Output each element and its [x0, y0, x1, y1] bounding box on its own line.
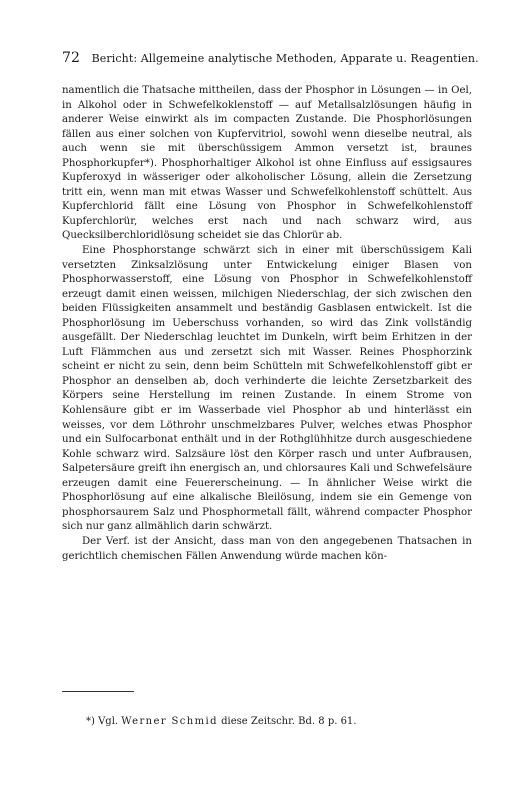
page-number: 72	[62, 50, 81, 66]
paragraph-2: Eine Phosphorstange schwärzt sich in einer mit überschüssigem Kali versetzten Zinksalzlösung unter Entwickelung einiger Blasen von Phosphorwasserstoff, eine Lösung von Phosphor in Schwefelkohlenstoff erzeugt damit einen weissen, milchigen Niederschlag, der sich zwischen den beiden Flüssigkeiten ansammelt und beständig Gasblasen entwickelt. Ist die Phosphorlösung im Ueberschuss vorhanden, so wird das Zink vollständig ausgefällt. Der Niederschlag leuchtet im Dunkeln, wirft beim Erhitzen in der Luft Flämmchen aus und zersetzt sich mit Wasser. Reines Phosphorzink scheint er nicht zu sein, denn beim Schütteln mit Schwefelkohlenstoff gibt er Phosphor an denselben ab, doch verhinderte die leichte Zersetzbarkeit des Körpers seine Herstellung im reinen Zustande. In einem Strome von Kohlensäure gibt er im Wasserbade viel Phosphor ab und hinterlässt ein weisses, vor dem Löthrohr unschmelzbares Pulver, welches etwas Phosphor und ein Sulfocarbonat enthält und in der Rothglühhitze durch ausgeschiedene Kohle schwarz wird. Salzsäure löst den Körper rasch und unter Aufbrausen, Salpetersäure greift ihn energisch an, und chlorsaures Kali und Schwefelsäure erzeugen damit eine Feuererscheinung. — In ähnlicher Weise wirkt die Phosphorlösung auf eine alkalische Bleilösung, indem sie ein Gemenge von phosphorsaurem Salz und Phosphormetall fällt, während compacter Phosphor sich nur ganz allmählich darin schwärzt.	[62, 245, 472, 533]
paragraph-1: namentlich die Thatsache mittheilen, dass der Phosphor in Lösungen — in Oel, in Alkohol oder in Schwefelkoklenstoff — auf Metallsalzlösungen häufig in anderer Weise einwirkt als im compacten Zustande. Die Phosphorlösungen fällen aus einer solchen von Kupfervitriol, sowohl wenn dieselbe neutral, als auch wenn sie mit überschüssigem Ammon versetzt ist, braunes Phosphorkupfer*). Phosphorhaltiger Alkohol ist ohne Einfluss auf essigsaures Kupferoxyd in wässeriger oder alkoholischer Lösung, allein die Zersetzung tritt ein, wenn man mit etwas Wasser und Schwefelkohlenstoff schüttelt. Aus Kupferchlorid fällt eine Lösung von Phosphor in Schwefelkohlenstoff Kupferchlorür, welches erst nach und nach schwarz wird, aus Quecksilberchloridlösung scheidet sie das Chlorür ab.	[62, 85, 472, 242]
body-text	[62, 84, 472, 564]
paragraph-3: Der Verf. ist der Ansicht, dass man von den angegebenen Thatsachen in gerichtlich chemischen Fällen Anwendung würde machen kön-	[62, 535, 472, 562]
footnote-author: Werner Schmid	[121, 716, 218, 727]
footnote	[86, 716, 486, 727]
footnote-citation: diese Zeitschr. Bd. 8 p. 61.	[221, 716, 357, 727]
running-title: Bericht: Allgemeine analytische Methoden, Apparate u. Reagentien.	[91, 52, 479, 65]
footnote-rule	[62, 691, 134, 692]
running-header	[62, 50, 479, 66]
footnote-marker: *) Vgl.	[86, 716, 119, 727]
